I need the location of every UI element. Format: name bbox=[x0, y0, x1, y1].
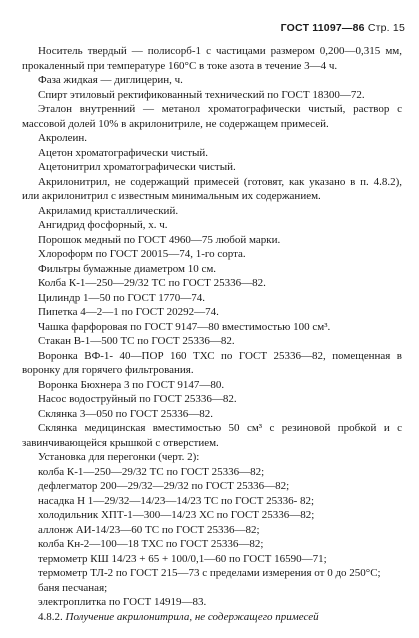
paragraph: Колба К-1—250—29/32 ТС по ГОСТ 25336—82. bbox=[38, 277, 266, 289]
paragraph: Носитель твердый — полисорб-1 с частицами размером 0,200—0,315 мм, прокаленный при температуре 160°С в токе азота в течение 3—4 ч. bbox=[22, 45, 402, 72]
paragraph: Склянка медицинская вместимостью 50 см³ с резиновой пробкой и с завинчивающейся крышкой с отверстием. bbox=[22, 422, 402, 449]
paragraph: Спирт этиловый ректификованный технический по ГОСТ 18300—72. bbox=[38, 88, 365, 101]
distillation-item: аллонж АИ-14/23—60 ТС по ГОСТ 25336—82; bbox=[38, 523, 260, 536]
distillation-item: холодильник ХПТ-1—300—14/23 ХС по ГОСТ 25336—82; bbox=[38, 509, 315, 521]
paragraph: Акрилонитрил, не содержащий примесей (готовят, как указано в п. 4.8.2), или акрилонитрил с известным минимальным их содержанием. bbox=[22, 175, 402, 202]
distillation-item: дефлегматор 200—29/32—29/32 по ГОСТ 25336—82; bbox=[38, 480, 290, 492]
paragraph: Фильтры бумажные диаметром 10 см. bbox=[38, 262, 217, 275]
paragraph: Акриламид кристаллический. bbox=[38, 204, 179, 217]
paragraph: Цилиндр 1—50 по ГОСТ 1770—74. bbox=[38, 291, 206, 304]
paragraph: Склянка 3—050 по ГОСТ 25336—82. bbox=[38, 407, 214, 420]
paragraph: Пипетка 4—2—1 по ГОСТ 20292—74. bbox=[38, 306, 219, 318]
paragraph: Хлороформ по ГОСТ 20015—74, 1-го сорта. bbox=[38, 248, 246, 260]
paragraph: Ацетонитрил хроматографически чистый. bbox=[38, 161, 236, 173]
paragraph: Фаза жидкая — диглицерин, ч. bbox=[38, 74, 183, 86]
paragraph: Стакан В-1—500 ТС по ГОСТ 25336—82. bbox=[38, 335, 235, 347]
standard-number: ГОСТ 11097—86 bbox=[280, 22, 365, 34]
section-number: 4.8.2. bbox=[38, 610, 63, 623]
paragraph: Воронка Бюхнера 3 по ГОСТ 9147—80. bbox=[38, 378, 225, 391]
page-number: Стр. 15 bbox=[367, 22, 405, 34]
paragraph: Акролеин. bbox=[38, 132, 88, 144]
page-header bbox=[281, 22, 405, 34]
distillation-item: электроплитка по ГОСТ 14919—83. bbox=[38, 596, 207, 608]
distillation-item: колба Кн-2—100—18 ТХС по ГОСТ 25336—82; bbox=[38, 538, 264, 550]
paragraph: Порошок медный по ГОСТ 4960—75 любой марки. bbox=[38, 233, 281, 246]
section-heading bbox=[22, 610, 402, 625]
distillation-item: термометр ТЛ-2 по ГОСТ 215—73 с пределами измерения от 0 до 250°С; bbox=[38, 567, 381, 579]
distillation-item: баня песчаная; bbox=[38, 581, 108, 594]
paragraph: Чашка фарфоровая по ГОСТ 9147—80 вместимостью 100 см³. bbox=[38, 320, 331, 333]
paragraph: Ацетон хроматографически чистый. bbox=[38, 146, 209, 159]
paragraph: Ангидрид фосфорный, х. ч. bbox=[38, 219, 168, 231]
paragraph: Установка для перегонки (черт. 2): bbox=[38, 451, 200, 463]
paragraph: Воронка ВФ-1- 40—ПОР 160 ТХС по ГОСТ 25336—82, помещенная в воронку для горячего фильтрования. bbox=[22, 349, 402, 376]
distillation-item: колба К-1—250—29/32 ТС по ГОСТ 25336—82; bbox=[38, 465, 265, 478]
paragraph: Эталон внутренний — метанол хроматографически чистый, раствор с массовой долей 10% в акрилонитриле, не содержащем примесей. bbox=[22, 103, 402, 130]
paragraph: Насос водоструйный по ГОСТ 25336—82. bbox=[38, 393, 237, 405]
section-title: Получение акрилонитрила, не содержащего примесей bbox=[65, 610, 319, 623]
document-body bbox=[22, 44, 402, 624]
distillation-item: насадка Н 1—29/32—14/23—14/23 ТС по ГОСТ 25336- 82; bbox=[38, 494, 315, 507]
distillation-item: термометр КШ 14/23 + 65 + 100/0,1—60 по ГОСТ 16590—71; bbox=[38, 552, 327, 565]
